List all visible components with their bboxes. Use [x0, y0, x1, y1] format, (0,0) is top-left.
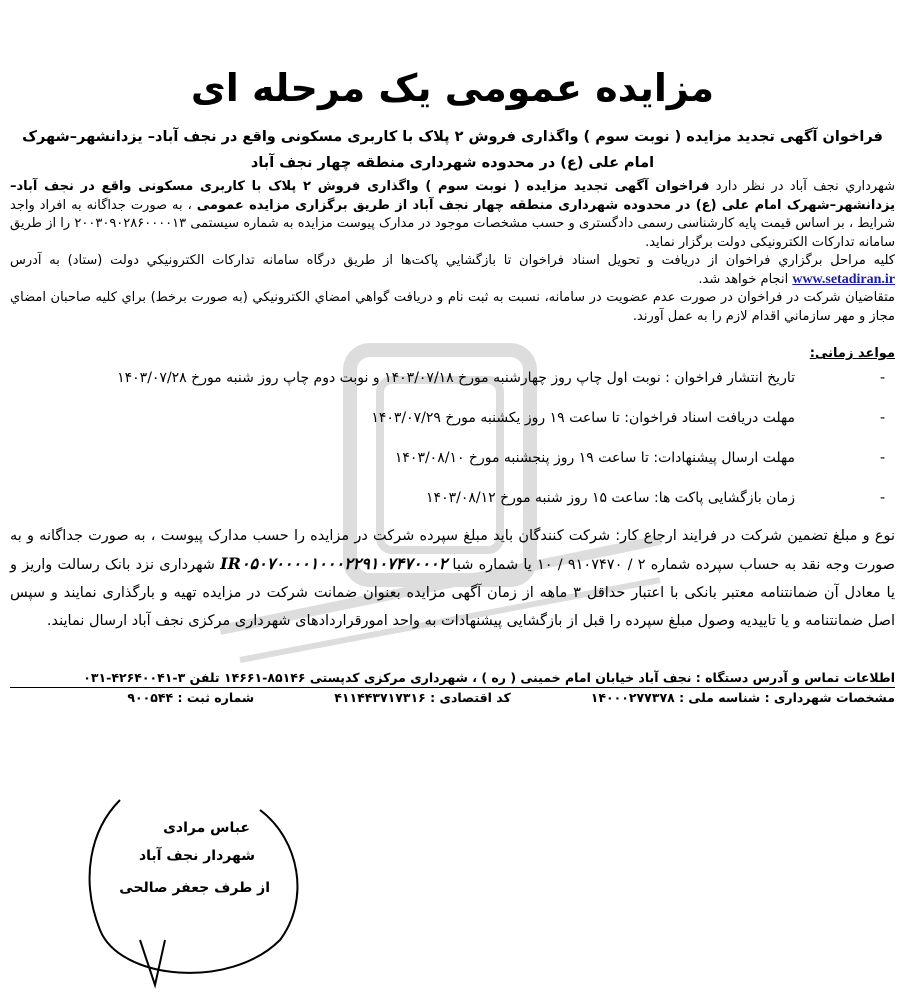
schedule-item: - مهلت ارسال پیشنهادات: تا ساعت ۱۹ روز پنجشنبه مورخ ۱۴۰۳/۰۸/۱۰ [394, 450, 885, 466]
notice-body [10, 178, 895, 326]
guarantee-part1: نوع و مبلغ تضمین شرکت در فرایند ارجاع کار: شرکت کنندگان باید مبلغ سپرده شرکت در مزایده را حسب مدارک پیوست ، به صورت جداگانه و به صورت وجه نقد به حساب سپرده شماره ۲ / ۹۱۰۷۴۷۰ / ۱۰ یا شماره شبا [10, 528, 895, 573]
schedule-item-text: مهلت ارسال پیشنهادات: تا ساعت ۱۹ روز پنجشنبه مورخ ۱۴۰۳/۰۸/۱۰ [394, 450, 795, 466]
notice-subtitle: فراخوان آگهی تجدید مزایده ( نوبت سوم ) واگذاری فروش ۲ پلاک با کاربری مسکونی واقع در نجف آباد– یزدانشهر–شهرک امام علی (ع) در محدوده شهرداری منطقه چهار نجف آباد [22, 129, 883, 171]
guarantee-section [10, 522, 895, 635]
procedure-end: انجام خواهد شد. [698, 271, 789, 287]
procedure-paragraph [10, 252, 895, 289]
schedule-item-text: مهلت دریافت اسناد فراخوان: تا ساعت ۱۹ روز یکشنبه مورخ ۱۴۰۳/۰۷/۲۹ [371, 410, 795, 426]
municipality-ids [10, 690, 895, 706]
intro-bold: فراخوان آگهی تجدید مزایده ( نوبت سوم ) واگذاری فروش ۲ پلاک با کاربری مسکونی واقع در نجف آباد– یزدانشهر–شهرک امام علی (ع) در محدوده شهرداری منطقه چهار نجف آباد از طریق برگزاری مزایده عمومی [10, 179, 895, 213]
schedule-item: - مهلت دریافت اسناد فراخوان: تا ساعت ۱۹ روز یکشنبه مورخ ۱۴۰۳/۰۷/۲۹ [371, 410, 885, 426]
schedule-item-text: تاریخ انتشار فراخوان : نوبت اول چاپ روز چهارشنبه مورخ ۱۴۰۳/۰۷/۱۸ و نوبت دوم چاپ روز شنبه مورخ ۱۴۰۳/۰۷/۲۸ [117, 370, 795, 386]
contact-address: اطلاعات تماس و آدرس دستگاه : نجف آباد خیابان امام خمینی ( ره ) ، شهرداری مرکزی کدپستی ۸۵۱۴۶-۱۴۶۶۱ تلفن ۳-۴۲۶۴۰۰۴۱-۰۳۱ [10, 670, 895, 688]
guarantee-paragraph [10, 522, 895, 635]
registration-number: شماره ثبت : ۹۰۰۵۴۴ [127, 690, 255, 705]
schedule-item: - زمان بازگشایی پاکت ها: ساعت ۱۵ روز شنبه مورخ ۱۴۰۳/۰۸/۱۲ [426, 490, 885, 506]
signer-behalf: از طرف جعفر صالحی [119, 880, 270, 896]
intro-lead: شهرداري نجف آباد در نظر دارد [715, 179, 895, 194]
iban-number: IR۰۵۰۷۰۰۰۰۱۰۰۰۲۲۹۱۰۷۴۷۰۰۰۲ [220, 554, 448, 573]
economic-code: کد اقتصادی : ۴۱۱۴۴۳۷۱۷۳۱۶ [334, 690, 511, 705]
schedule-item: - تاریخ انتشار فراخوان : نوبت اول چاپ روز چهارشنبه مورخ ۱۴۰۳/۰۷/۱۸ و نوبت دوم چاپ روز شنبه مورخ ۱۴۰۳/۰۷/۲۸ [117, 370, 885, 386]
signature-block [80, 790, 310, 990]
signer-name: عباس مرادی [163, 820, 250, 836]
schedule-list [25, 366, 885, 526]
schedule-heading: مواعد زمانی: [809, 346, 895, 361]
guarantee-part2: شهرداری نزد بانک رسالت واریز و یا معادل آن ضمانتنامه معتبر بانکی با اعتبار حداقل ۳ ماهه از زمان آگهی مزایده بعنوان ضمانت شرکت در مزایده تهیه و بارگذاری نمایند و سپس اصل ضمانتنامه و یا تاییدیه وصول مبلغ سپرده را قبل از بازگشایی پیشنهادات به واحد امورقراردادهای شهرداری مرکزی نجف آباد ارسال نمایند. [10, 557, 895, 629]
intro-paragraph [10, 178, 895, 252]
national-id: مشخصات شهرداری : شناسه ملی : ۱۴۰۰۰۲۷۷۳۷۸ [590, 690, 895, 705]
applicants-paragraph: متقاضیان شرکت در فراخوان در صورت عدم عضويت در سامانه، نسبت به ثبت نام و دریافت گواهي امضاي الکترونيکي (به صورت برخط) براي کليه صاحبان امضاي مجاز و مهر سازماني اقدام لازم را به عمل آورند. [10, 290, 895, 324]
setad-link[interactable]: www.setadiran.ir [792, 271, 895, 287]
procedure-text: کلیه مراحل برگزاري فراخوان از دریافت و تحویل اسناد فراخوان تا بازگشايي پاکت‌ها از طریق درگاه سامانه تدارکات الکترونيکي دولت (ستاد) به آدرس [10, 253, 895, 268]
schedule-item-text: زمان بازگشایی پاکت ها: ساعت ۱۵ روز شنبه مورخ ۱۴۰۳/۰۸/۱۲ [426, 490, 795, 506]
contact-section [10, 670, 895, 706]
notice-title: مزایده عمومی یک مرحله ای [190, 66, 715, 110]
intro-rest: ، به صورت جداگانه به افراد واجد شرایط ، بر اساس قیمت پایه کارشناسی رسمی دادگستری و حسب مشخصات موجود در مدارک پیوست مزایده به شماره سیستمی ۲۰۰۳۰۹۰۲۸۶۰۰۰۰۱۳ را از طریق سامانه تدارکات الکترونیکی دولت برگزار نماید. [10, 197, 895, 250]
signer-role: شهردار نجف آباد [138, 848, 255, 864]
